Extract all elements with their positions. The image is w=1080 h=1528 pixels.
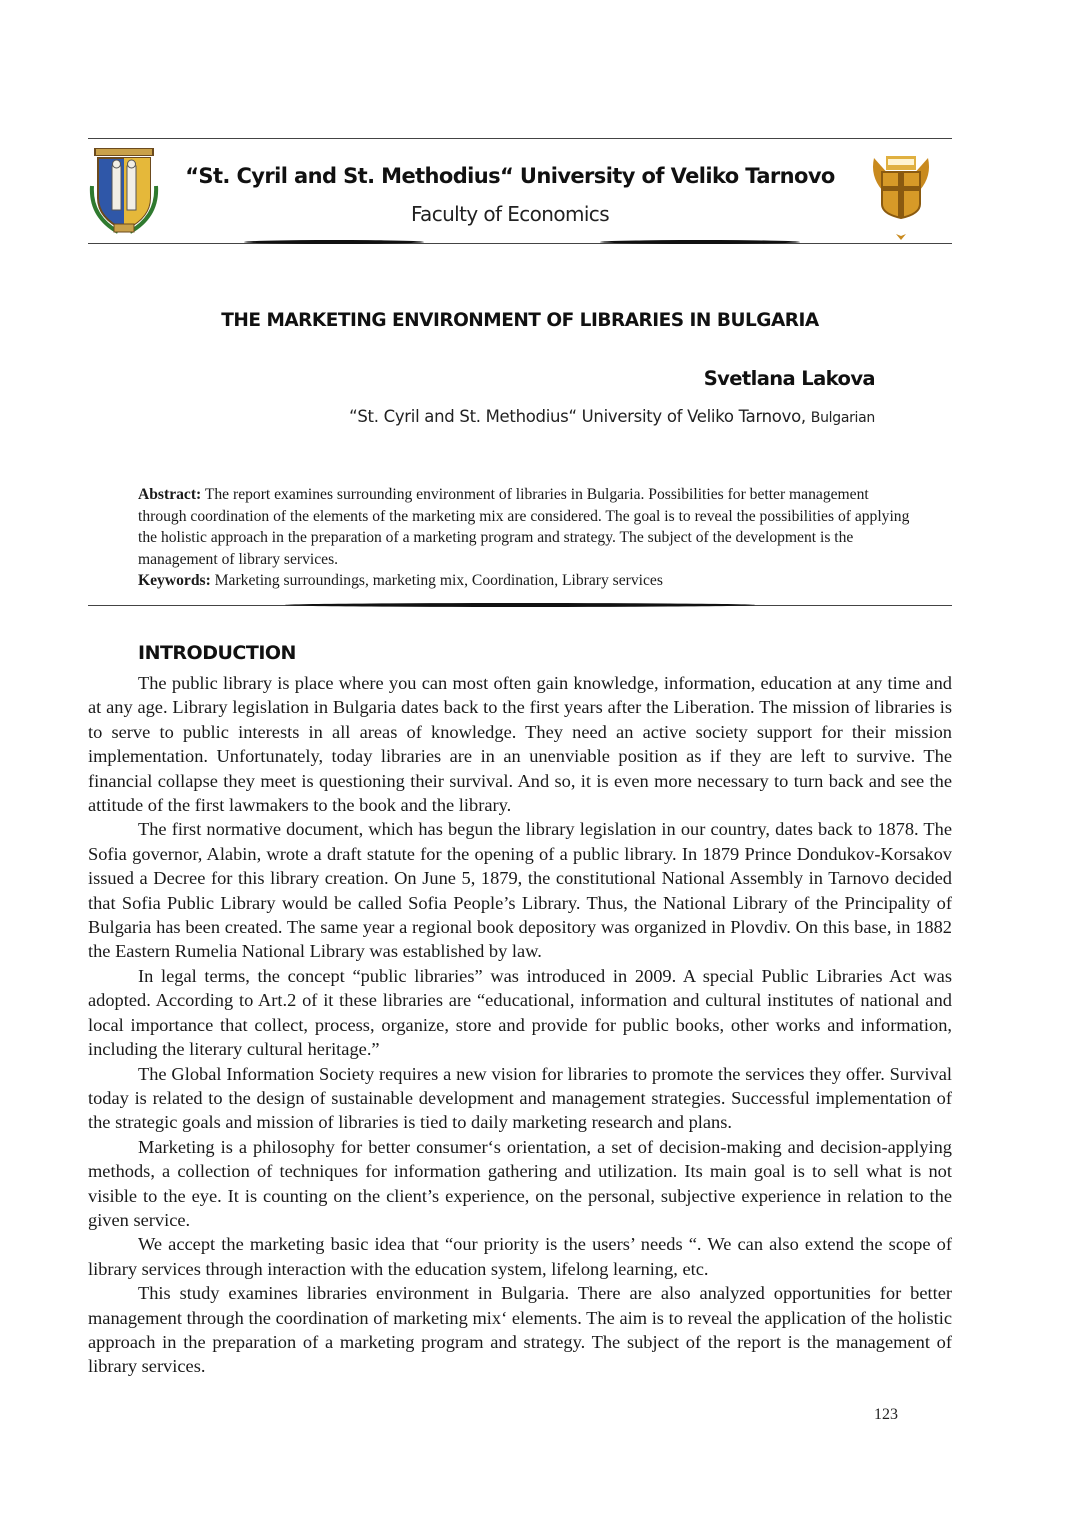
introduction-body — [88, 671, 952, 1379]
section-heading-introduction: INTRODUCTION — [138, 642, 296, 664]
header-swoosh-left — [244, 240, 424, 244]
winged-helmet-crest-icon — [868, 146, 934, 244]
header-swoosh-right — [600, 240, 800, 244]
faculty-name: Faculty of Economics — [410, 202, 610, 226]
keywords-label: Keywords: — [138, 572, 211, 589]
author-name: Svetlana Lakova — [703, 367, 875, 390]
abstract-text: The report examines surrounding environment of libraries in Bulgaria. Possibilities for better management through coordination of the elements of the marketing mix are considered. The goal is to reveal the possibilities of applying the holistic approach in the preparation of a marketing program and strategy. The subject of the development is the management of library services. — [138, 486, 910, 568]
affiliation-institution: “St. Cyril and St. Methodius“ University of Veliko Tarnovo, — [349, 407, 806, 426]
paragraph: The public library is place where you can most often gain knowledge, information, education at any time and at any age. Library legislation in Bulgaria dates back to the first years after the Liberation. The mission of libraries is to serve to public interests in all areas of knowledge. They need an active society support for their mission implementation. Unfortunately, today libraries are in an unenviable position as if they are left to survive. The financial collapse they meet is questioning their survival. And so, it is even more necessary to turn back and see the attitude of the first lawmakers to the book and the library. — [88, 673, 952, 816]
keywords-text: Marketing surroundings, marketing mix, Coordination, Library services — [214, 572, 663, 589]
abstract-text-block — [138, 484, 914, 570]
header-bottom-rule — [88, 243, 952, 244]
paragraph: Marketing is a philosophy for better consumer‘s orientation, a set of decision-making and decision-applying methods, a collection of techniques for information gathering and utilization. Its main goal is to sell what is not visible to the eye. It is counting on the client’s experience, on the personal, subjective experience in relation to the given service. — [88, 1136, 952, 1230]
header-top-rule — [88, 138, 952, 139]
paper-title: THE MARKETING ENVIRONMENT OF LIBRARIES IN BULGARIA — [221, 310, 819, 331]
keywords-block — [138, 570, 914, 592]
paragraph: In legal terms, the concept “public libraries” was introduced in 2009. A special Public Libraries Act was adopted. According to Art.2 of it these libraries are “educational, information and cultural institutes of national and local importance that collect, process, organize, store and provide for public books, other works and information, including the literary cultural heritage.” — [88, 965, 952, 1060]
paragraph: We accept the marketing basic idea that “our priority is the users’ needs “. We can also extend the scope of library services through interaction with the education system, lifelong learning, etc. — [88, 1234, 952, 1279]
paragraph: This study examines libraries environment in Bulgaria. There are also analyzed opportunities for better management through the coordination of marketing mix‘ elements. The aim is to reveal the application of the holistic approach in the preparation of a marketing program and strategy. The subject of the report is the management of library services. — [88, 1283, 952, 1377]
paragraph: The Global Information Society requires a new vision for libraries to promote the services they offer. Survival today is related to the design of sustainable development and management strategies. Successful implementation of the strategic goals and mission of libraries is tied to daily marketing research and plans. — [88, 1063, 952, 1133]
page-number: 123 — [874, 1406, 898, 1423]
paragraph: The first normative document, which has begun the library legislation in our country, dates back to 1878. The Sofia governor, Alabin, wrote a draft statute for the opening of a public library. In 1879 Prince Dondukov-Korsakov issued a Decree for this library creation. On June 5, 1879, the constitutional National Assembly in Tarnovo decided that Sofia Public Library would be called Sofia People’s Library. Thus, the National Library of the Principality of Bulgaria has been created. The same year a regional book depository was organized in Plovdiv. On this base, in 1882 the Eastern Rumelia National Library was established by law. — [88, 819, 952, 962]
abstract-swoosh — [285, 603, 755, 607]
university-name: “St. Cyril and St. Methodius“ University of Veliko Tarnovo — [185, 164, 835, 188]
author-affiliation — [349, 407, 875, 426]
affiliation-country: Bulgarian — [810, 410, 875, 426]
university-crest-icon — [88, 146, 160, 236]
abstract — [138, 484, 914, 592]
abstract-label: Abstract: — [138, 486, 202, 503]
